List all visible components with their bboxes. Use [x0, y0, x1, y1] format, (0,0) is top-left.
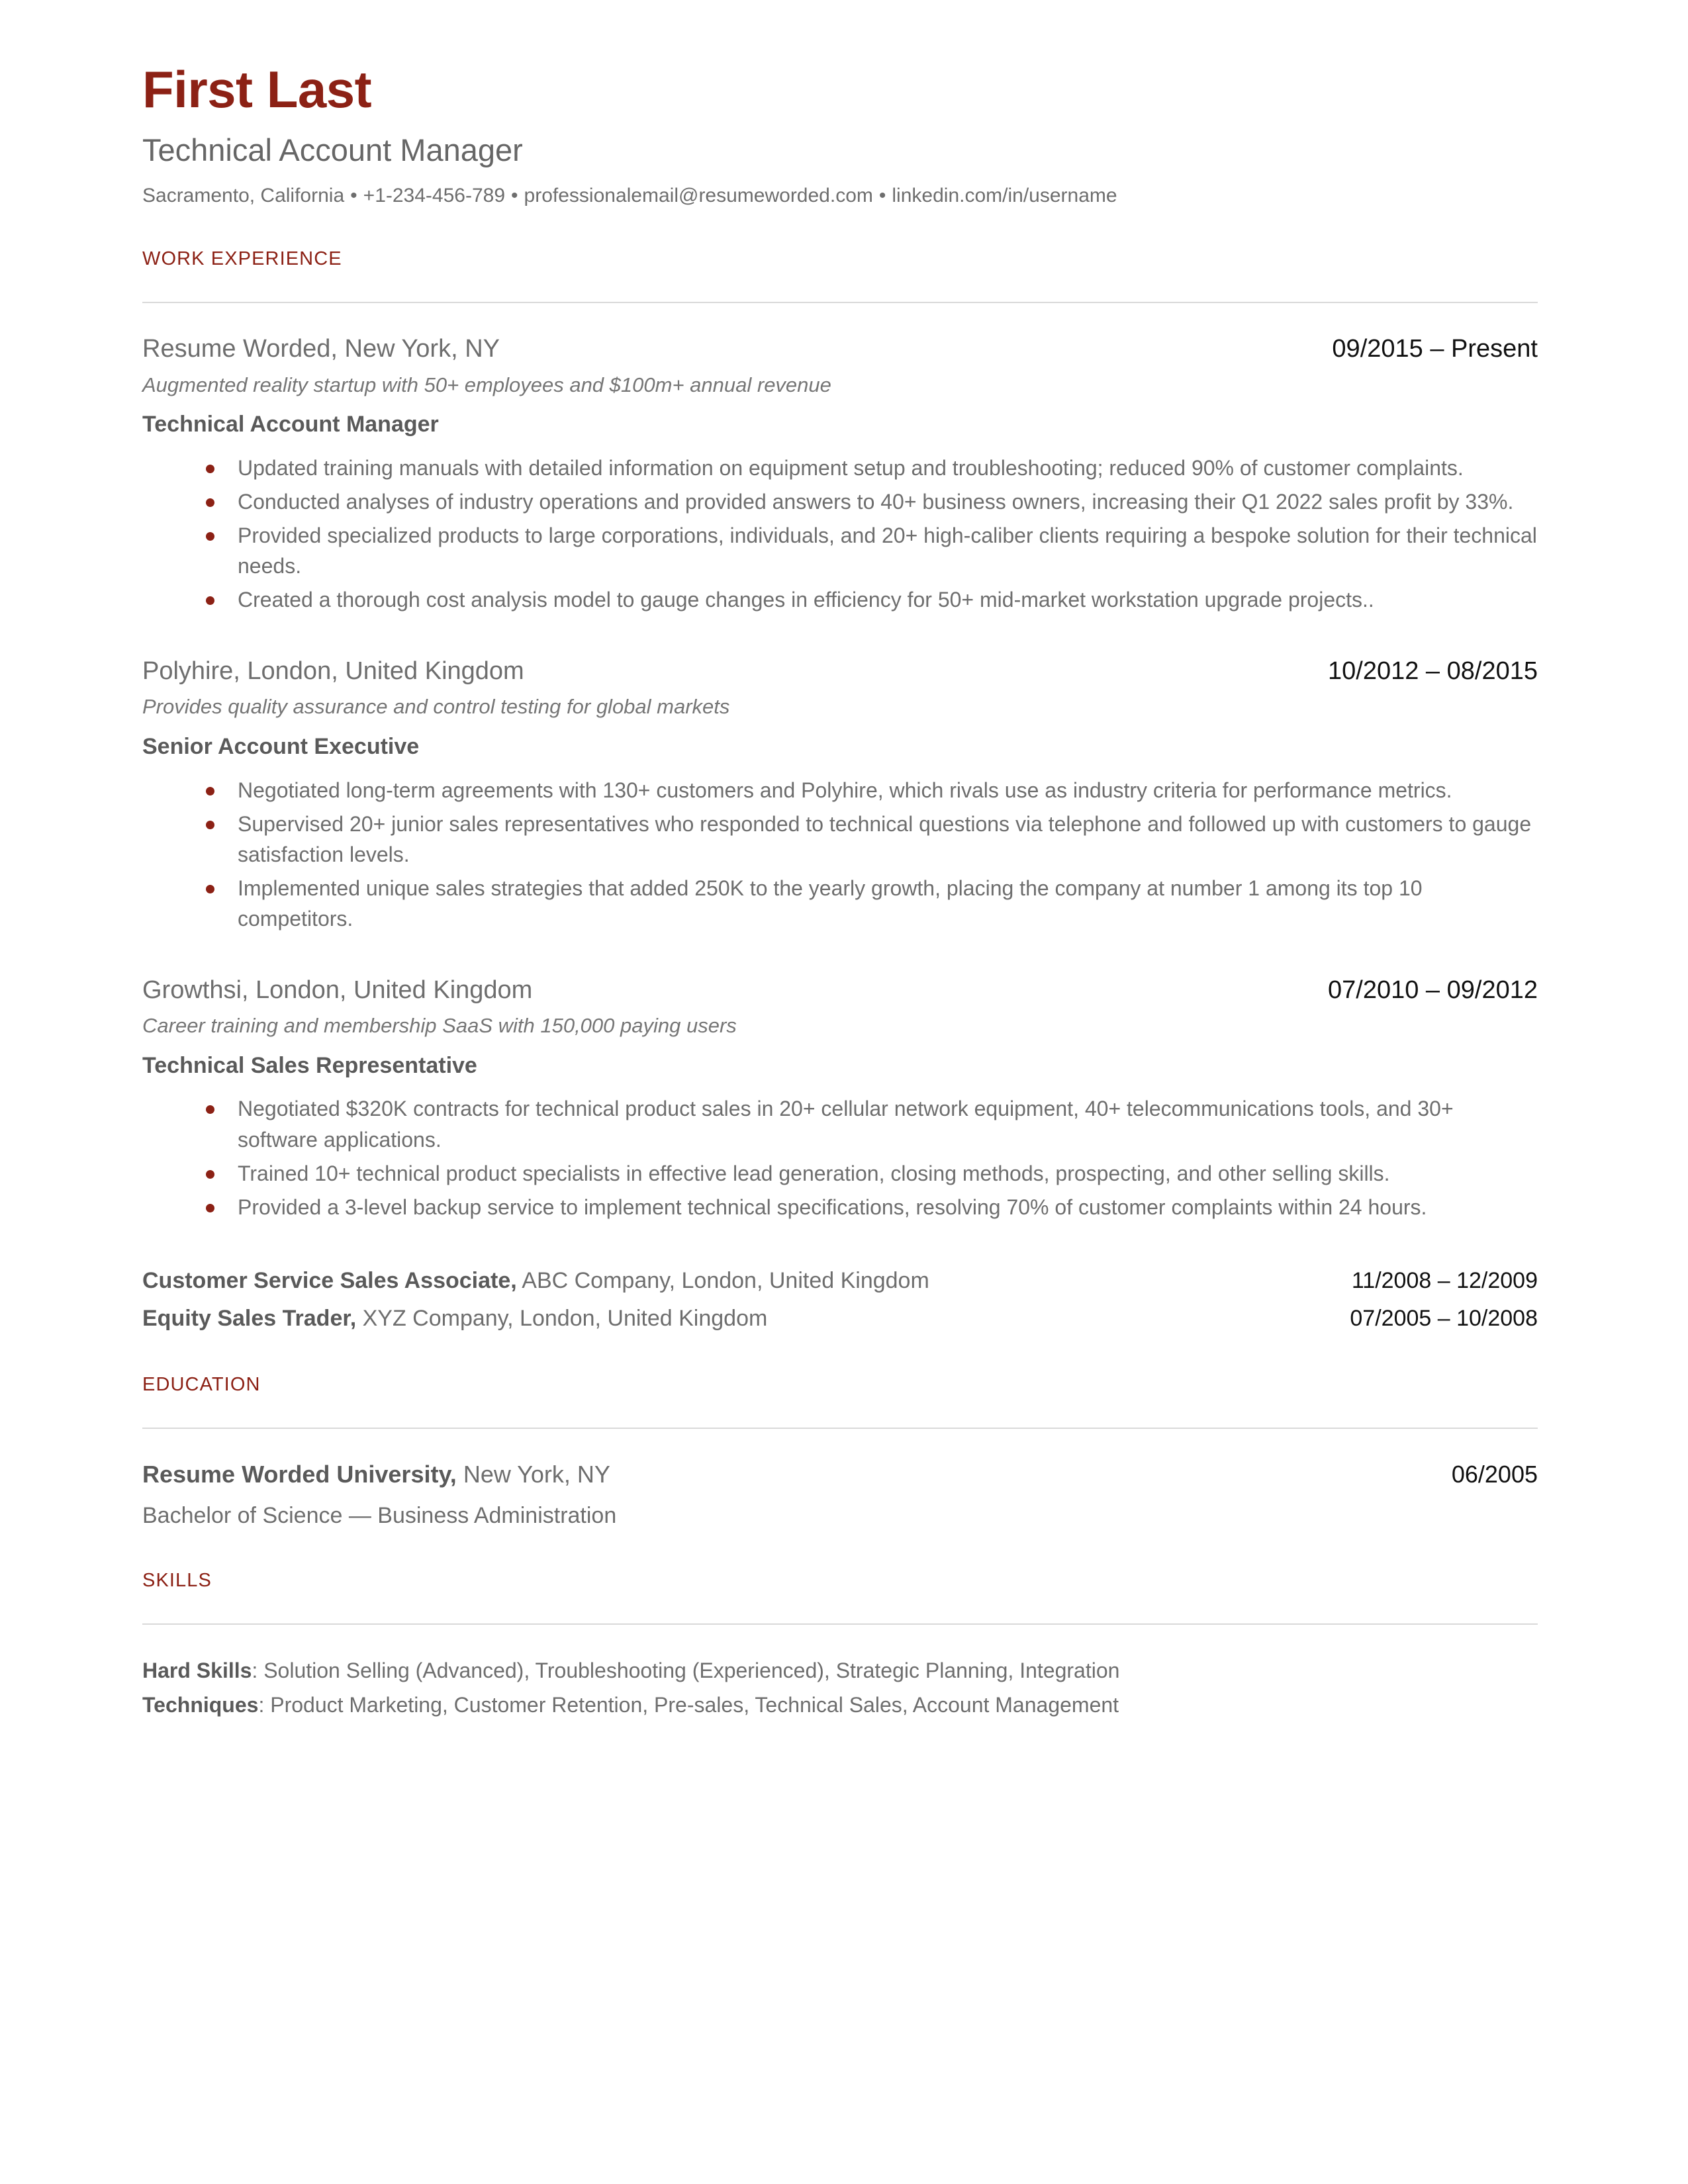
skills-values: : Product Marketing, Customer Retention, Pre-sales, Technical Sales, Account Management	[258, 1692, 1119, 1717]
work-bullet-text: Implemented unique sales strategies that added 250K to the yearly growth, placing the company at number 1 among its top 10 competitors.	[238, 876, 1423, 931]
entry-spacer	[142, 940, 1538, 975]
education-date: 06/2005	[1451, 1460, 1538, 1488]
skills-line	[142, 1690, 1538, 1720]
bullet-dot-icon	[206, 1170, 214, 1179]
work-bullet-text: Supervised 20+ junior sales representatives who responded to technical questions via telephone and followed up with customers to gauge satisfaction levels.	[238, 811, 1532, 866]
work-dates: 09/2015 – Present	[1332, 335, 1538, 363]
entry-spacer	[142, 621, 1538, 656]
work-entry	[142, 975, 1538, 1222]
bullet-dot-icon	[206, 821, 214, 829]
contact-location: Sacramento, California	[142, 185, 345, 207]
work-bullet-list	[142, 1093, 1538, 1222]
work-bullet-text: Trained 10+ technical product specialists in effective lead generation, closing methods, prospecting, and other selling skills.	[238, 1161, 1390, 1185]
contact-line	[142, 183, 1538, 208]
education-degree: Bachelor of Science — Business Administration	[142, 1502, 617, 1528]
work-compact-left	[142, 1304, 767, 1334]
work-bullet	[142, 1192, 1538, 1222]
entry-spacer	[142, 1229, 1538, 1258]
work-bullet	[142, 486, 1538, 517]
work-bullet	[142, 520, 1538, 581]
work-compact-entry	[142, 1266, 1538, 1297]
work-bullet	[142, 809, 1538, 870]
section-divider-education	[142, 1428, 1538, 1429]
bullet-dot-icon	[206, 596, 214, 605]
education-school	[142, 1459, 610, 1490]
work-bullet-text: Created a thorough cost analysis model to gauge changes in efficiency for 50+ mid-market workstation upgrade projects..	[238, 587, 1374, 612]
work-entry-header	[142, 656, 1538, 688]
work-role-title: Technical Account Manager	[142, 412, 439, 437]
education-entry	[142, 1459, 1538, 1490]
work-compact-company: ABC Company, London, United Kingdom	[516, 1267, 929, 1293]
contact-phone[interactable]: +1-234-456-789	[363, 185, 506, 207]
section-title-work: WORK EXPERIENCE	[142, 248, 342, 270]
work-bullet-text: Conducted analyses of industry operations and provided answers to 40+ business owners, increasing their Q1 2022 sales profit by 33%.	[238, 489, 1514, 514]
work-company-blurb: Career training and membership SaaS with 150,000 paying users	[142, 1014, 737, 1038]
contact-linkedin[interactable]: linkedin.com/in/username	[892, 185, 1117, 207]
section-skills	[142, 1570, 1538, 1720]
work-compact-role: Equity Sales Trader,	[142, 1306, 357, 1332]
contact-separator-3: •	[878, 185, 886, 207]
work-bullet	[142, 453, 1538, 483]
work-compact-entry	[142, 1304, 1538, 1334]
candidate-headline: Technical Account Manager	[142, 132, 523, 167]
skills-label: Techniques	[142, 1692, 259, 1717]
contact-separator-1: •	[350, 185, 357, 207]
contact-email[interactable]: professionalemail@resumeworded.com	[524, 185, 873, 207]
work-company: Growthsi, London, United Kingdom	[142, 976, 533, 1004]
section-work-experience	[142, 248, 1538, 1334]
work-compact-company: XYZ Company, London, United Kingdom	[356, 1306, 768, 1332]
work-bullet	[142, 584, 1538, 615]
education-school-location: New York, NY	[456, 1460, 610, 1488]
bullet-dot-icon	[206, 1105, 214, 1114]
work-company-blurb: Provides quality assurance and control testing for global markets	[142, 695, 730, 719]
resume-header	[142, 60, 1538, 208]
contact-separator-2: •	[511, 185, 518, 207]
section-title-skills: SKILLS	[142, 1569, 212, 1591]
work-bullet-list	[142, 453, 1538, 615]
bullet-dot-icon	[206, 1204, 214, 1212]
work-bullet-text: Updated training manuals with detailed information on equipment setup and troubleshooting; reduced 90% of customer complaints.	[238, 455, 1464, 480]
work-compact-dates: 11/2008 – 12/2009	[1351, 1267, 1538, 1293]
section-title-education: EDUCATION	[142, 1373, 261, 1395]
work-entry	[142, 334, 1538, 615]
bullet-dot-icon	[206, 498, 214, 507]
skills-label: Hard Skills	[142, 1658, 252, 1682]
work-compact-dates: 07/2005 – 10/2008	[1350, 1306, 1538, 1332]
work-bullet	[142, 775, 1538, 805]
work-role-title: Senior Account Executive	[142, 734, 420, 760]
work-bullet-list	[142, 775, 1538, 934]
work-role-title: Technical Sales Representative	[142, 1053, 477, 1079]
skills-line	[142, 1655, 1538, 1686]
bullet-dot-icon	[206, 532, 214, 541]
education-school-name: Resume Worded University,	[142, 1460, 457, 1488]
work-bullet-text: Negotiated long-term agreements with 130+ customers and Polyhire, which rivals use as industry criteria for performance metrics.	[238, 778, 1452, 802]
work-bullet-text: Provided specialized products to large corporations, individuals, and 20+ high-caliber clients requiring a bespoke solution for their technical needs.	[238, 523, 1537, 578]
work-entry-header	[142, 334, 1538, 365]
work-dates: 10/2012 – 08/2015	[1328, 657, 1538, 685]
work-compact-left	[142, 1266, 929, 1297]
work-company: Resume Worded, New York, NY	[142, 335, 500, 363]
section-divider-skills	[142, 1623, 1538, 1625]
work-company: Polyhire, London, United Kingdom	[142, 657, 524, 685]
work-company-blurb: Augmented reality startup with 50+ employees and $100m+ annual revenue	[142, 373, 831, 396]
work-bullet	[142, 1158, 1538, 1189]
work-bullet	[142, 873, 1538, 934]
work-bullet-text: Negotiated $320K contracts for technical product sales in 20+ cellular network equipment, 40+ telecommunications tools, and 30+ software applications.	[238, 1097, 1454, 1152]
bullet-dot-icon	[206, 465, 214, 473]
work-dates: 07/2010 – 09/2012	[1328, 976, 1538, 1004]
section-divider-work	[142, 302, 1538, 303]
work-compact-role: Customer Service Sales Associate,	[142, 1267, 517, 1293]
skills-values: : Solution Selling (Advanced), Troubleshooting (Experienced), Strategic Planning, Integration	[252, 1658, 1120, 1682]
work-entry-header	[142, 975, 1538, 1007]
bullet-dot-icon	[206, 885, 214, 893]
work-bullet-text: Provided a 3-level backup service to implement technical specifications, resolving 70% of customer complaints within 24 hours.	[238, 1195, 1427, 1219]
section-education	[142, 1374, 1538, 1530]
bullet-dot-icon	[206, 787, 214, 796]
work-bullet	[142, 1093, 1538, 1154]
candidate-name: First Last	[142, 60, 372, 118]
work-entry	[142, 656, 1538, 934]
